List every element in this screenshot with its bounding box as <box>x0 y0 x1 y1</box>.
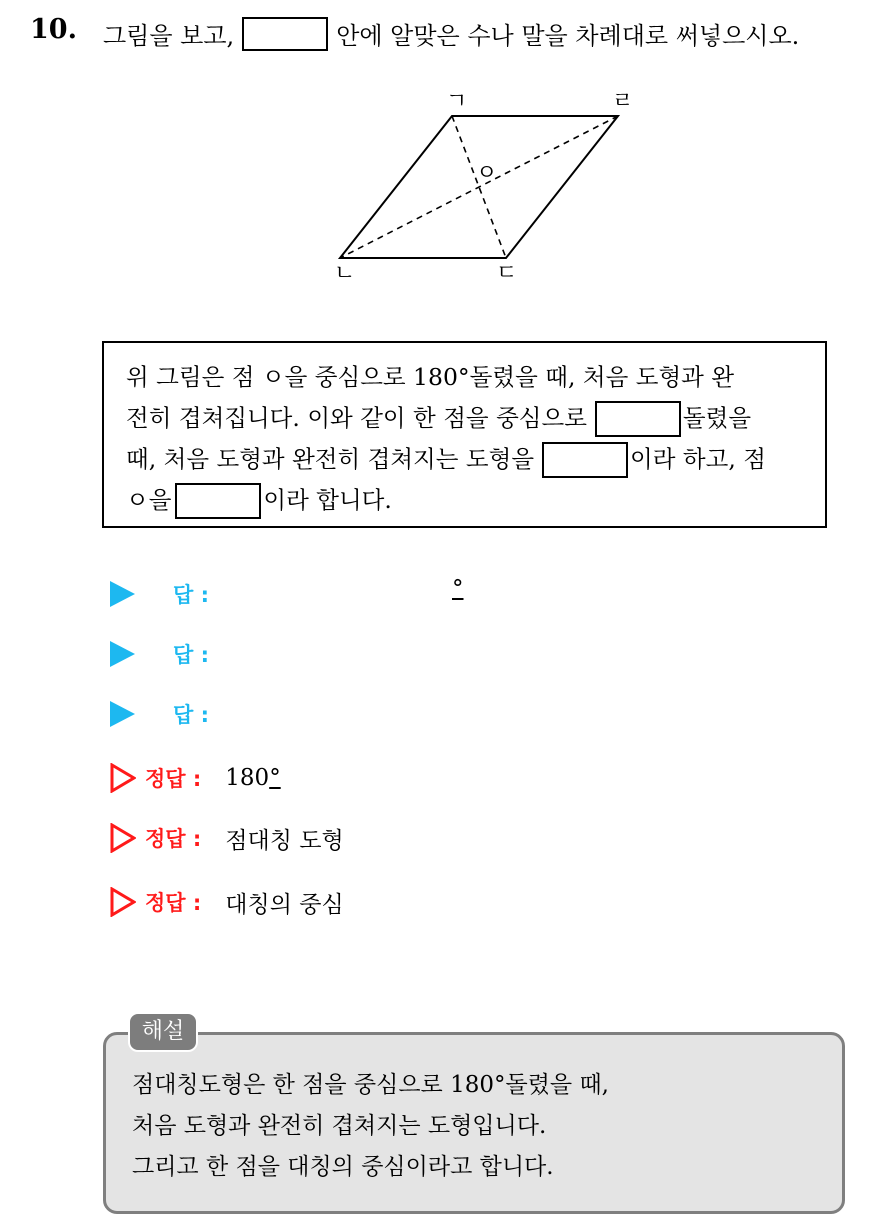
answer-row[interactable] <box>110 634 209 674</box>
statement-text: 돌렸을 <box>682 404 752 432</box>
blank-box-center-name <box>175 483 261 519</box>
answer-degree-unit: ° <box>452 576 464 602</box>
parallelogram-figure <box>330 88 640 288</box>
statement-text: 위 그림은 점 ㅇ을 중심으로 180°돌렸을 때, 처음 도형과 완 <box>126 363 735 391</box>
statement-line <box>126 439 807 480</box>
prompt-text-after: 안에 알맞은 수나 말을 차례대로 써넣으시오. <box>336 22 800 50</box>
explanation-tag: 해설 <box>128 1012 198 1052</box>
vertex-label-top-right: ㄹ <box>612 89 634 114</box>
statement-box <box>102 341 827 528</box>
statement-text: 전히 겹쳐집니다. 이와 같이 한 점을 중심으로 <box>126 404 587 432</box>
answer-label: 답 : <box>173 583 209 607</box>
question-prompt <box>103 16 799 51</box>
answer-row[interactable] <box>110 694 209 734</box>
center-point-label: ㅇ <box>476 161 498 186</box>
correct-answer-row <box>110 758 281 798</box>
correct-answer-row <box>110 818 344 858</box>
play-arrow-icon <box>110 641 135 667</box>
statement-line <box>126 357 807 398</box>
answer-unit: ° <box>269 765 281 791</box>
diagonal-line <box>340 116 618 258</box>
explanation-line: 처음 도형과 완전히 겹쳐지는 도형입니다. <box>132 1113 547 1139</box>
vertex-label-bottom-left: ㄴ <box>334 261 356 286</box>
statement-line <box>126 480 807 521</box>
correct-answer-value <box>225 765 280 791</box>
blank-box-angle <box>595 401 681 437</box>
correct-answer-value: 대칭의 중심 <box>225 891 344 918</box>
answer-row[interactable] <box>110 574 209 614</box>
answer-label: 답 : <box>173 703 209 727</box>
question-number: 10. <box>30 14 77 45</box>
statement-text: ㅇ을 <box>126 486 172 514</box>
correct-answer-label: 정답 : <box>145 767 202 791</box>
play-arrow-icon <box>110 581 135 607</box>
correct-answer-label: 정답 : <box>145 827 202 851</box>
triangle-outline-icon <box>110 763 136 793</box>
statement-text: 이라 합니다. <box>263 486 392 514</box>
statement-text: 이라 하고, 점 <box>630 445 766 473</box>
explanation-line: 그리고 한 점을 대칭의 중심이라고 합니다. <box>132 1154 554 1180</box>
vertex-label-bottom-right: ㄷ <box>496 261 518 286</box>
triangle-outline-icon <box>110 887 136 917</box>
statement-line <box>126 398 807 439</box>
play-arrow-icon <box>110 701 135 727</box>
explanation-box <box>103 1032 845 1214</box>
statement-text: 때, 처음 도형과 완전히 겹쳐지는 도형을 <box>126 445 535 473</box>
correct-answer-value: 점대칭 도형 <box>225 827 344 854</box>
triangle-outline-icon <box>110 823 136 853</box>
blank-box-shape-name <box>542 442 628 478</box>
answer-number: 180 <box>225 765 270 791</box>
correct-answer-row <box>110 882 344 922</box>
prompt-blank-box <box>242 17 328 51</box>
correct-answer-label: 정답 : <box>145 891 202 915</box>
vertex-label-top-left: ㄱ <box>446 89 468 114</box>
answer-label: 답 : <box>173 643 209 667</box>
explanation-line: 점대칭도형은 한 점을 중심으로 180°돌렸을 때, <box>132 1072 609 1098</box>
prompt-text-before: 그림을 보고, <box>103 22 235 50</box>
